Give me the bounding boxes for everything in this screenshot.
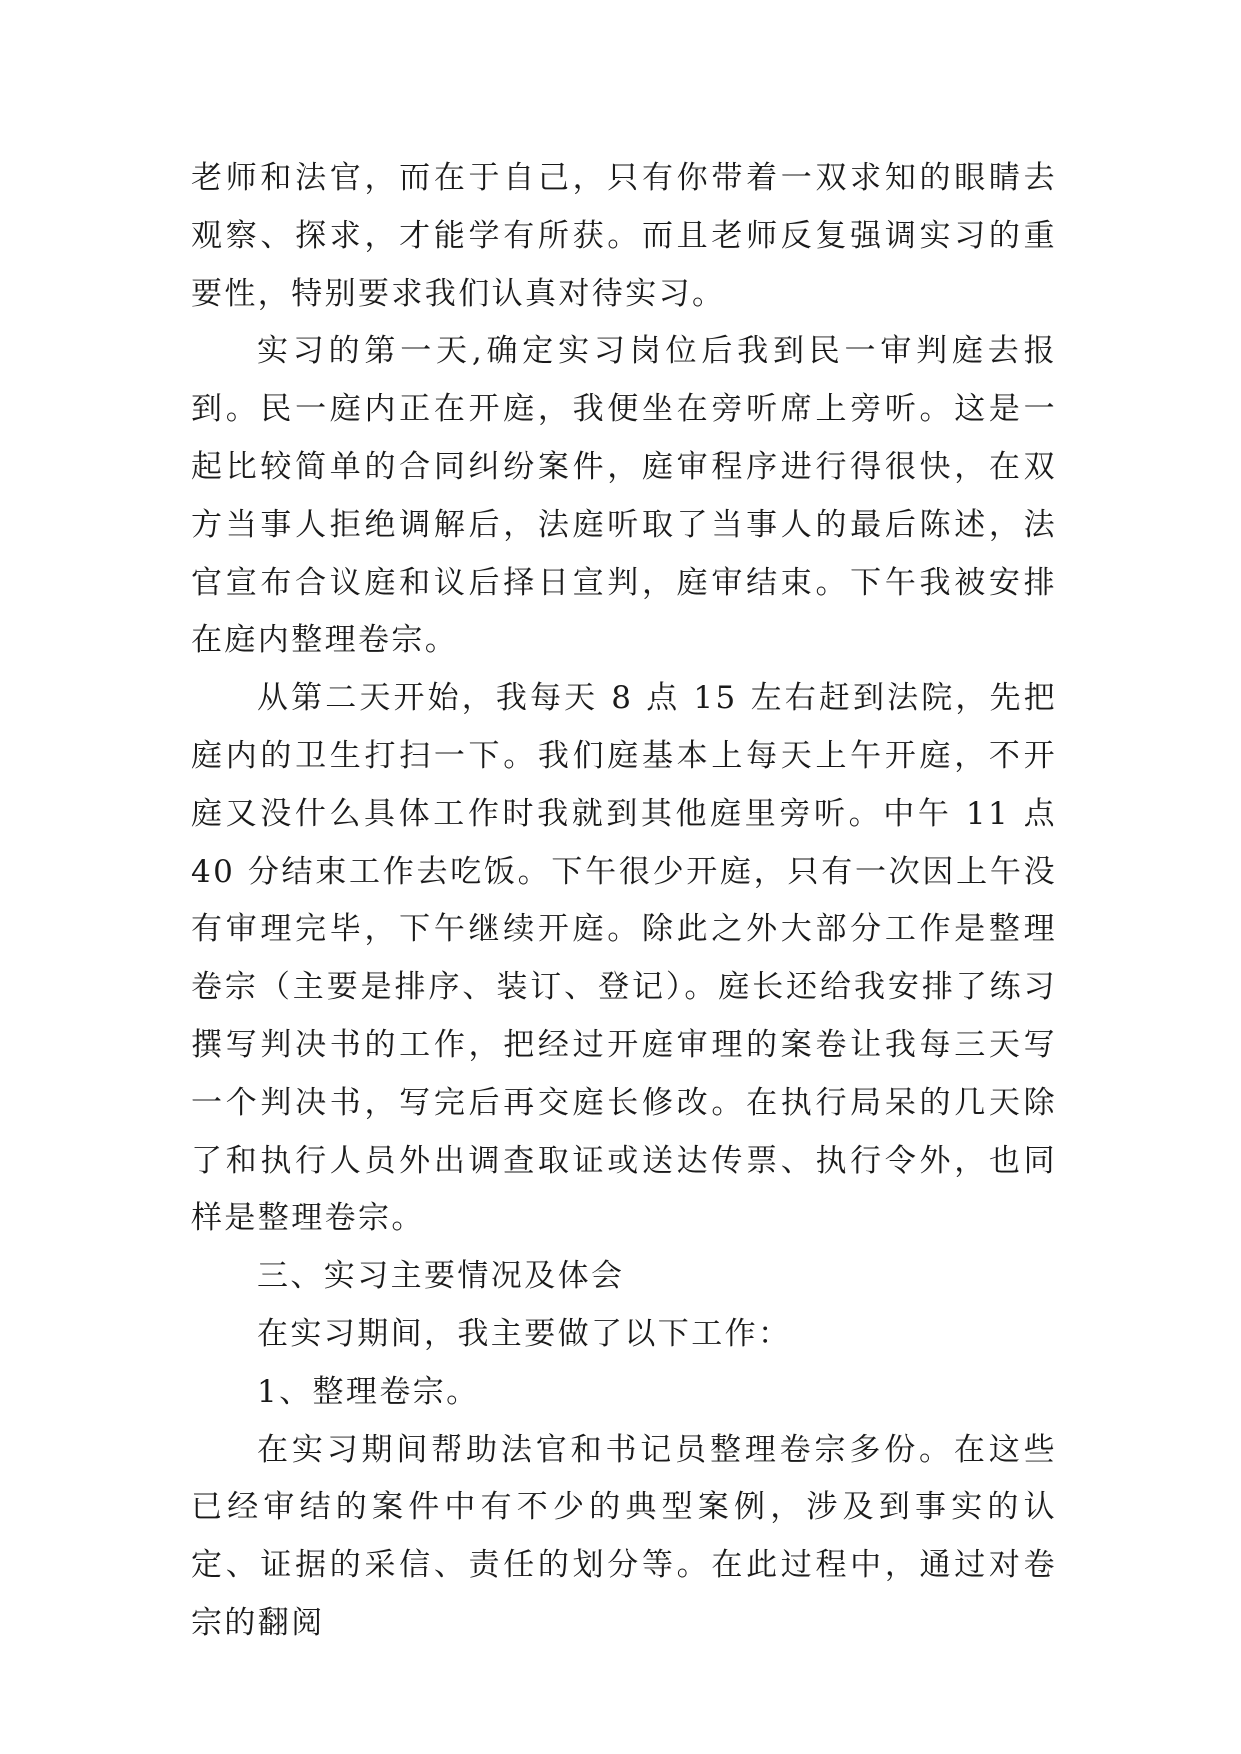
paragraph: 实习的第一天,确定实习岗位后我到民一审判庭去报到。民一庭内正在开庭，我便坐在旁听席上旁听。这是一起比较简单的合同纠纷案件，庭审程序进行得很快，在双方当事人拒绝调解后，法庭听取了当事人的最后陈述，法官宣布合议庭和议后择日宣判，庭审结束。下午我被安排在庭内整理卷宗。 (191, 333, 1057, 659)
paragraph: 老师和法官，而在于自己，只有你带着一双求知的眼睛去观察、探求，才能学有所获。而且老师反复强调实习的重要性，特别要求我们认真对待实习。 (191, 160, 1057, 312)
paragraph: 在实习期间，我主要做了以下工作： (257, 1315, 792, 1352)
document-body (191, 150, 1057, 1653)
list-item-heading: 1、整理卷宗。 (257, 1373, 480, 1410)
paragraph: 在实习期间帮助法官和书记员整理卷宗多份。在这些已经审结的案件中有不少的典型案例，涉及到事实的认定、证据的采信、责任的划分等。在此过程中，通过对卷宗的翻阅 (191, 1431, 1057, 1641)
paragraph: 从第二天开始，我每天 8 点 15 左右赶到法院，先把庭内的卫生打扫一下。我们庭基本上每天上午开庭，不开庭又没什么具体工作时我就到其他庭里旁听。中午 11 点 40 分结束工作去吃饭。下午很少开庭，只有一次因上午没有审理完毕，下午继续开庭。除此之外大部分工作是整理卷宗（主要是排序、装订、登记）。庭长还给我安排了练习撰写判决书的工作，把经过开庭审理的案卷让我每三天写一个判决书，写完后再交庭长修改。在执行局呆的几天除了和执行人员外出调查取证或送达传票、执行令外，也同样是整理卷宗。 (191, 680, 1057, 1237)
section-heading: 三、实习主要情况及体会 (257, 1258, 625, 1295)
